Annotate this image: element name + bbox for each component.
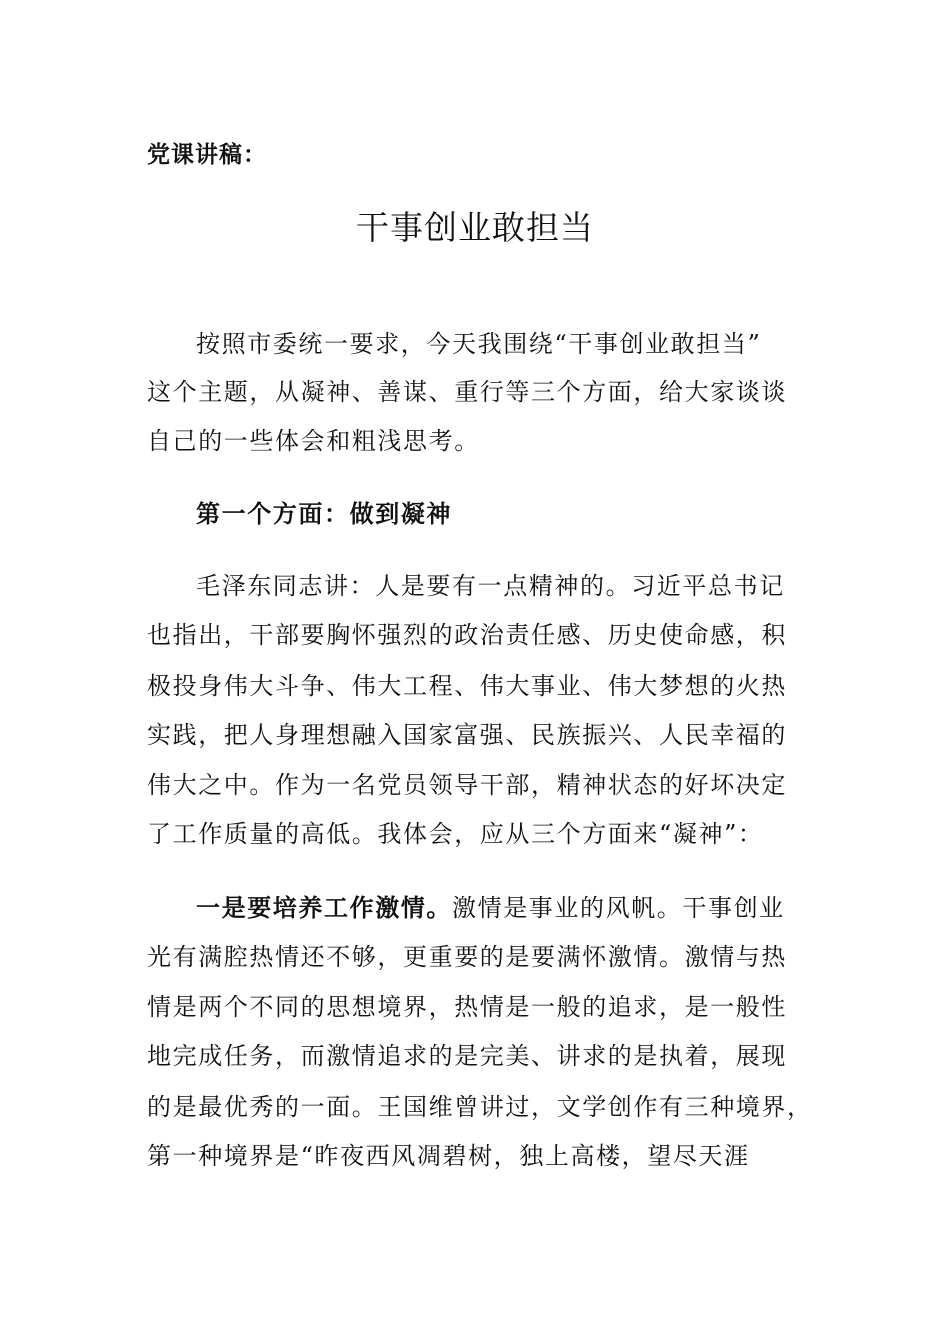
paragraph-line: 实践，把人身理想融入国家富强、民族振兴、人民幸福的 bbox=[147, 721, 787, 749]
paragraph-line: 极投身伟大斗争、伟大工程、伟大事业、伟大梦想的火热 bbox=[147, 672, 787, 700]
paragraph-first-line bbox=[196, 893, 785, 923]
document-title: 干事创业敢担当 bbox=[356, 208, 594, 247]
paragraph-line: 情是两个不同的思想境界，热情是一般的追求，是一般性 bbox=[147, 993, 787, 1021]
section-heading: 第一个方面：做到凝神 bbox=[196, 499, 452, 528]
intro-line: 这个主题，从凝神、善谋、重行等三个方面，给大家谈谈 bbox=[147, 378, 787, 406]
paragraph-line: 第一种境界是“昨夜西风凋碧树，独上高楼，望尽天涯 bbox=[147, 1142, 750, 1170]
paragraph-line: 了工作质量的高低。我体会，应从三个方面来“凝神”： bbox=[147, 820, 764, 848]
intro-line: 自己的一些体会和粗浅思考。 bbox=[147, 427, 480, 455]
paragraph-line: 伟大之中。作为一名党员领导干部，精神状态的好坏决定 bbox=[147, 771, 787, 799]
paragraph-line: 光有满腔热情还不够，更重要的是要满怀激情。激情与热 bbox=[147, 943, 787, 971]
paragraph-line: 的是最优秀的一面。王国维曾讲过，文学创作有三种境界， bbox=[147, 1093, 813, 1121]
paragraph-line: 毛泽东同志讲：人是要有一点精神的。习近平总书记 bbox=[196, 572, 785, 600]
paragraph-lead: 一是要培养工作激情。 bbox=[196, 893, 452, 922]
paragraph-line: 地完成任务，而激情追求的是完美、讲求的是执着，展现 bbox=[147, 1042, 787, 1070]
paragraph-line: 也指出，干部要胸怀强烈的政治责任感、历史使命感，积 bbox=[147, 621, 787, 649]
document-label: 党课讲稿： bbox=[147, 141, 267, 168]
intro-line: 按照市委统一要求，今天我围绕“干事创业敢担当” bbox=[196, 330, 762, 358]
paragraph-text: 激情是事业的风帆。干事创业 bbox=[452, 894, 785, 922]
